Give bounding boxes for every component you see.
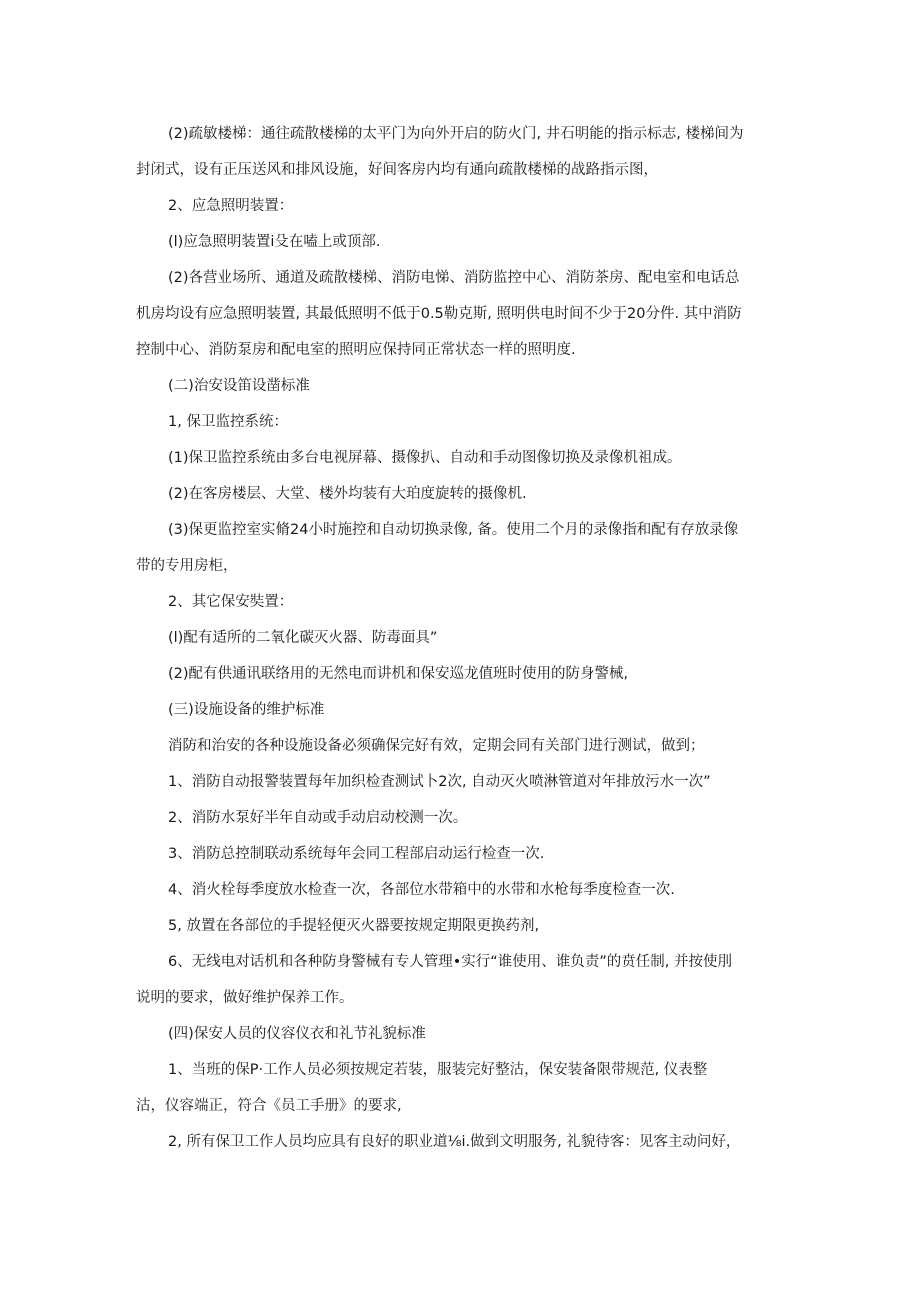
paragraph-p14 <box>136 728 786 764</box>
text-line: (2)疏敏楼梯：通往疏散楼梯的太平门为向外开启的防火门, 井石明能的指示标志, 楼梯间为 <box>168 126 744 142</box>
paragraph-p9 <box>136 512 786 584</box>
text-line: 沽，仪容端正，符合《员工手册》的要求, <box>136 1098 402 1114</box>
text-line: (2)各营业场所、通道及疏散楼梯、消防电悌、消防监控中心、消防茶房、配电室和电话总 <box>168 270 740 286</box>
text-line: 4、消火栓每季度放水检查一次，各部位水带箱中的水带和水枪每季度检查一次. <box>168 882 675 898</box>
text-line: (3)保更监控室实脩24小时施控和自动切换录像, 备。使用二个月的录像指和配有存放录像 <box>168 522 739 538</box>
paragraph-p5 <box>136 368 786 404</box>
text-line: (l)应急照明装置i殳在嗑上或顶部. <box>168 234 381 250</box>
paragraph-p6 <box>136 404 786 440</box>
paragraph-p10 <box>136 584 786 620</box>
paragraph-p19 <box>136 908 786 944</box>
text-line: 1、消防自动报警装置每年加织检査测试卜2次, 自动灭火喷淋管道对年排放污水一次” <box>168 774 711 790</box>
text-line: 机房均设有应急照明装置, 其最低照明不低于0.5勒克斯, 照明供电时间不少于20分件. 其中消防 <box>136 306 742 322</box>
paragraph-p21 <box>136 1016 786 1052</box>
text-line: (l)配有适所的二氧化碳灭火器、防毒面具” <box>168 630 438 646</box>
paragraph-p11 <box>136 620 786 656</box>
text-line: 1、当班的保P·工作人员必须按规定若装，服装完好整沽，保安装备限带规范, 仪表整 <box>168 1062 708 1078</box>
paragraph-p20 <box>136 944 786 1016</box>
text-line: 带的专用房柜， <box>136 558 238 574</box>
paragraph-p17 <box>136 836 786 872</box>
paragraph-p2 <box>136 188 786 224</box>
text-line: 2、其它保安奘置： <box>168 594 294 610</box>
text-line: 3、消防总控制联动系统每年会同工程部启动运行检查一次. <box>168 846 545 862</box>
paragraph-p8 <box>136 476 786 512</box>
text-line: 2、消防水泵好半年自动或手动启动校测一次。 <box>168 810 468 826</box>
paragraph-p3 <box>136 224 786 260</box>
paragraph-p18 <box>136 872 786 908</box>
paragraph-p15 <box>136 764 786 800</box>
text-line: 1, 保卫监控系统： <box>168 414 288 430</box>
text-line: (2)配有供通讯联络用的无然电而讲机和保安巡龙值班时使用的防身警械, <box>168 666 629 682</box>
text-line: 控制中心、消防泵房和配电室的照明应保持同正常状态一样的照明度. <box>136 342 576 358</box>
paragraph-p13 <box>136 692 786 728</box>
text-line: 封闭式，设有正压送风和排风设施，好间客房内均有通向疏散楼梯的战路指示图， <box>136 162 658 178</box>
document-body <box>136 116 786 1160</box>
text-line: 消防和治安的各种设施设备必须确保完好有效，定期会同有关部门进行测试，做到； <box>168 738 705 754</box>
paragraph-p16 <box>136 800 786 836</box>
text-line: (四)保安人员的仪容仪衣和礼节礼貌标准 <box>168 1026 426 1042</box>
text-line: (三)设施设备的维护标准 <box>168 702 325 718</box>
text-line: (二)治安设笛设凿标准 <box>168 378 310 394</box>
text-line: 5, 放置在各部位的手提轻便灭火器要按规定期限更换药剂, <box>168 918 540 934</box>
text-line: 2, 所有保卫工作人员均应具有良好的职业道⅛i.做到文明服务, 礼貌待客：见客主动问好， <box>168 1134 741 1150</box>
paragraph-p23 <box>136 1124 786 1160</box>
paragraph-p12 <box>136 656 786 692</box>
paragraph-p22 <box>136 1052 786 1124</box>
text-line: (2)在客房楼层、大堂、楼外均装有大珀度旋转的摄像机. <box>168 486 527 502</box>
text-line: 2、应急照明装置： <box>168 198 294 214</box>
paragraph-p7 <box>136 440 786 476</box>
paragraph-p4 <box>136 260 786 368</box>
text-line: 说明的要求，做好维护保养工作。 <box>136 990 354 1006</box>
text-line: 6、无线电对话机和各种防身警械有专人管理•实行“谁使用、谁负责”的贲任制, 并按使刖 <box>168 954 733 970</box>
paragraph-p1 <box>136 116 786 188</box>
text-line: (1)保卫监控系统由多台电视屏幕、摄像扒、自动和手动图像切换及录像机祖成。 <box>168 450 682 466</box>
